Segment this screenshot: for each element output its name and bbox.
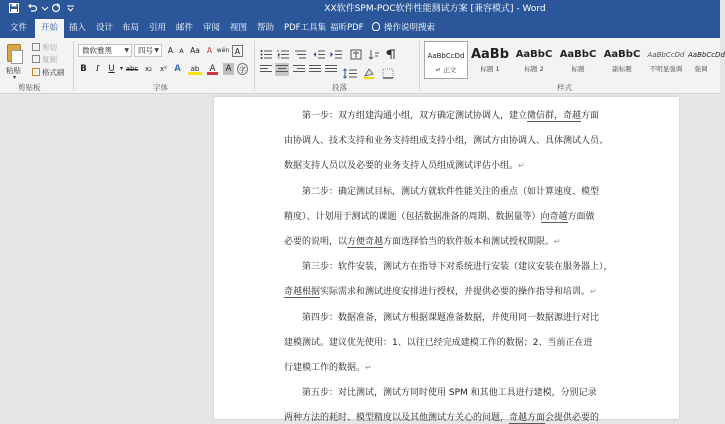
spelling-flagged-text: 向奇越: [540, 211, 568, 222]
line-text: 建模测试。建议优先使用：1、以往已经完成建模工作的数据；2、当前正在进: [284, 337, 593, 348]
style-normal[interactable]: AaBbCcDd ↵ 正文: [424, 41, 468, 79]
paragraph-mark-icon: ↵: [365, 363, 372, 372]
style-title[interactable]: AaBbC 标题: [559, 49, 597, 73]
font-name-select[interactable]: 微软雅黑 ▼: [78, 44, 132, 57]
line-text: 第三步：软件安装，测试方在指导下对系统进行安装（建议安装在服务器上），: [302, 262, 613, 273]
align-right-button[interactable]: [293, 65, 305, 74]
style-subtitle[interactable]: AaBbC 副标题: [603, 49, 641, 73]
ribbon-tabs: [0, 19, 720, 38]
paragraph-mark-icon: ↵: [590, 287, 597, 297]
cut-button[interactable]: 剪切: [32, 42, 57, 53]
tab-mailings[interactable]: 邮件: [176, 23, 194, 33]
paragraph-mark-icon: ↵: [554, 237, 561, 246]
bullets-button[interactable]: [260, 45, 272, 56]
paste-button[interactable]: 粘贴: [6, 66, 21, 75]
window-title: XX软件SPM-POC软件性能测试方案 [兼容模式] - Word: [324, 4, 546, 14]
paragraph-mark-icon: ↵: [518, 161, 525, 171]
line-text: 第五步：对比测试，测试方同时使用 SPM 和其他工具进行建模，分别记录: [302, 388, 597, 399]
scissors-icon: [32, 43, 40, 51]
document-line[interactable]: [284, 337, 614, 349]
style-heading-2[interactable]: AaBbC 标题 2: [515, 49, 553, 73]
chevron-down-icon: ▼: [154, 47, 159, 54]
paste-icon[interactable]: [7, 44, 21, 62]
tab-pdf-tools[interactable]: PDF工具集: [284, 23, 327, 33]
title-bar: [0, 0, 720, 19]
document-line[interactable]: [284, 211, 614, 223]
line-text: 第一步：双方组建沟通小组，双方确定测试协调人，建立: [302, 111, 528, 121]
align-center-button[interactable]: [275, 63, 289, 76]
shrink-font-button[interactable]: A: [179, 47, 184, 55]
group-divider: [73, 41, 74, 91]
group-divider: [254, 41, 255, 91]
document-line[interactable]: [284, 110, 614, 122]
line-text: 会提供必要的: [545, 413, 600, 424]
line-spacing-button[interactable]: [343, 64, 355, 75]
line-text: 第四步：数据准备，测试方根据课题准备数据，并使用同一数据源进行对比: [302, 312, 600, 323]
shading-button[interactable]: [363, 64, 375, 75]
clear-formatting-button[interactable]: A: [206, 46, 213, 55]
increase-indent-button[interactable]: [330, 45, 342, 56]
document-line[interactable]: [284, 312, 614, 324]
style-emphasis[interactable]: AaBbCcDd 强调: [688, 51, 725, 73]
line-text: 数据支持人员以及必要的业务支持人员组成测试评估小组。: [284, 161, 519, 172]
tab-design[interactable]: 设计: [96, 23, 114, 33]
phonetic-guide-button[interactable]: wén: [216, 47, 230, 54]
paragraph-group-label: 段落: [332, 83, 347, 92]
copy-button[interactable]: 复制: [32, 54, 57, 65]
superscript-button[interactable]: x²: [160, 65, 167, 73]
document-page[interactable]: [214, 97, 679, 424]
spelling-flagged-text: 微信群，奇越: [527, 111, 582, 121]
line-text: 由协调人、技术支持和业务支持组成支持小组，测试方由协调人、具体测试人员、: [284, 136, 609, 147]
enclose-characters-button[interactable]: 字: [237, 63, 248, 75]
font-group-label: 字体: [153, 83, 168, 92]
tab-view[interactable]: 视图: [230, 23, 248, 33]
document-line[interactable]: [284, 135, 614, 147]
paste-dropdown-icon[interactable]: ▾: [13, 74, 17, 81]
highlight-button[interactable]: ab: [188, 63, 202, 75]
line-text: 方面做: [567, 211, 595, 222]
tab-file[interactable]: 文件: [10, 23, 28, 33]
document-line[interactable]: [284, 286, 614, 298]
font-size-select[interactable]: 四号 ▼: [134, 44, 162, 57]
spelling-flagged-text: 方便奇越: [347, 237, 384, 247]
copy-icon: [32, 55, 40, 63]
change-case-button[interactable]: Aa: [190, 46, 200, 55]
tab-home[interactable]: 开始: [35, 19, 64, 38]
ribbon-home: [0, 38, 725, 94]
document-line[interactable]: [284, 261, 614, 273]
numbering-button[interactable]: [277, 45, 289, 56]
grow-font-button[interactable]: A: [167, 46, 174, 55]
text-effects-button[interactable]: A: [174, 64, 181, 74]
line-text: 方面选择恰当的软件版本和测试授权期限。: [383, 237, 555, 247]
line-text: 精度）、计划用于测试的课题（包括数据准备的周期、数据量等）: [284, 211, 541, 222]
spelling-flagged-text: 奇越方面: [509, 413, 546, 424]
character-shading-button[interactable]: A: [223, 63, 234, 75]
justify-button[interactable]: [309, 65, 321, 74]
decrease-indent-button[interactable]: [313, 45, 325, 56]
line-text: 第二步：确定测试目标，测试方就软件性能关注的重点（如计算速度、模型: [302, 186, 600, 197]
brush-icon: [32, 68, 40, 76]
group-divider: [419, 41, 420, 91]
line-text: 方面: [581, 111, 600, 121]
clipboard-group-label: 剪贴板: [18, 83, 41, 92]
subscript-button[interactable]: x₂: [145, 65, 152, 73]
tab-review[interactable]: 审阅: [203, 23, 221, 33]
italic-button[interactable]: I: [95, 64, 100, 74]
tab-insert[interactable]: 插入: [69, 23, 87, 33]
document-line[interactable]: [284, 412, 614, 424]
lightbulb-icon: [372, 22, 380, 31]
borders-button[interactable]: [382, 64, 394, 75]
document-line[interactable]: [284, 160, 614, 172]
tab-layout[interactable]: 布局: [122, 23, 140, 33]
chevron-down-icon[interactable]: ▾: [119, 65, 123, 72]
bold-button[interactable]: B: [80, 64, 87, 74]
document-line[interactable]: [284, 236, 614, 248]
style-heading-1[interactable]: AaBb 标题 1: [470, 47, 510, 73]
document-line[interactable]: [284, 186, 614, 198]
line-text: 实际需求和测试进度安排进行授权，并提供必要的操作指导和培训。: [320, 287, 591, 298]
chevron-down-icon: ▼: [124, 47, 129, 54]
show-marks-icon[interactable]: [385, 45, 397, 56]
align-left-button[interactable]: [260, 65, 272, 74]
tab-foxit-pdf[interactable]: 福昕PDF: [330, 23, 364, 33]
tell-me-search[interactable]: 操作说明搜索: [372, 19, 435, 38]
distributed-button[interactable]: [325, 65, 337, 74]
character-border-button[interactable]: A: [232, 45, 243, 57]
spelling-flagged-text: 奇越根据: [284, 287, 321, 298]
styles-group-label: 样式: [557, 83, 572, 92]
document-line[interactable]: [284, 387, 614, 399]
styles-gallery: [424, 41, 725, 79]
tab-help[interactable]: 帮助: [257, 23, 275, 33]
document-line[interactable]: [284, 362, 614, 374]
tab-references[interactable]: 引用: [149, 23, 167, 33]
strikethrough-button[interactable]: abc: [125, 65, 139, 73]
chinese-layout-button[interactable]: [350, 45, 362, 56]
multilevel-list-button[interactable]: [294, 45, 306, 56]
style-subtle-emphasis[interactable]: AaBbCcDd 不明显强调: [647, 51, 685, 73]
font-color-button[interactable]: A: [207, 63, 218, 75]
sort-button[interactable]: [368, 45, 380, 56]
line-text: 必要的说明，以: [284, 237, 348, 247]
underline-button[interactable]: U: [108, 64, 115, 74]
line-text: 两种方法的耗时、模型精度以及其他测试方关心的问题，: [284, 413, 510, 424]
line-text: 行建模工作的数据。: [284, 363, 366, 373]
format-painter-button[interactable]: 格式刷: [32, 67, 65, 78]
